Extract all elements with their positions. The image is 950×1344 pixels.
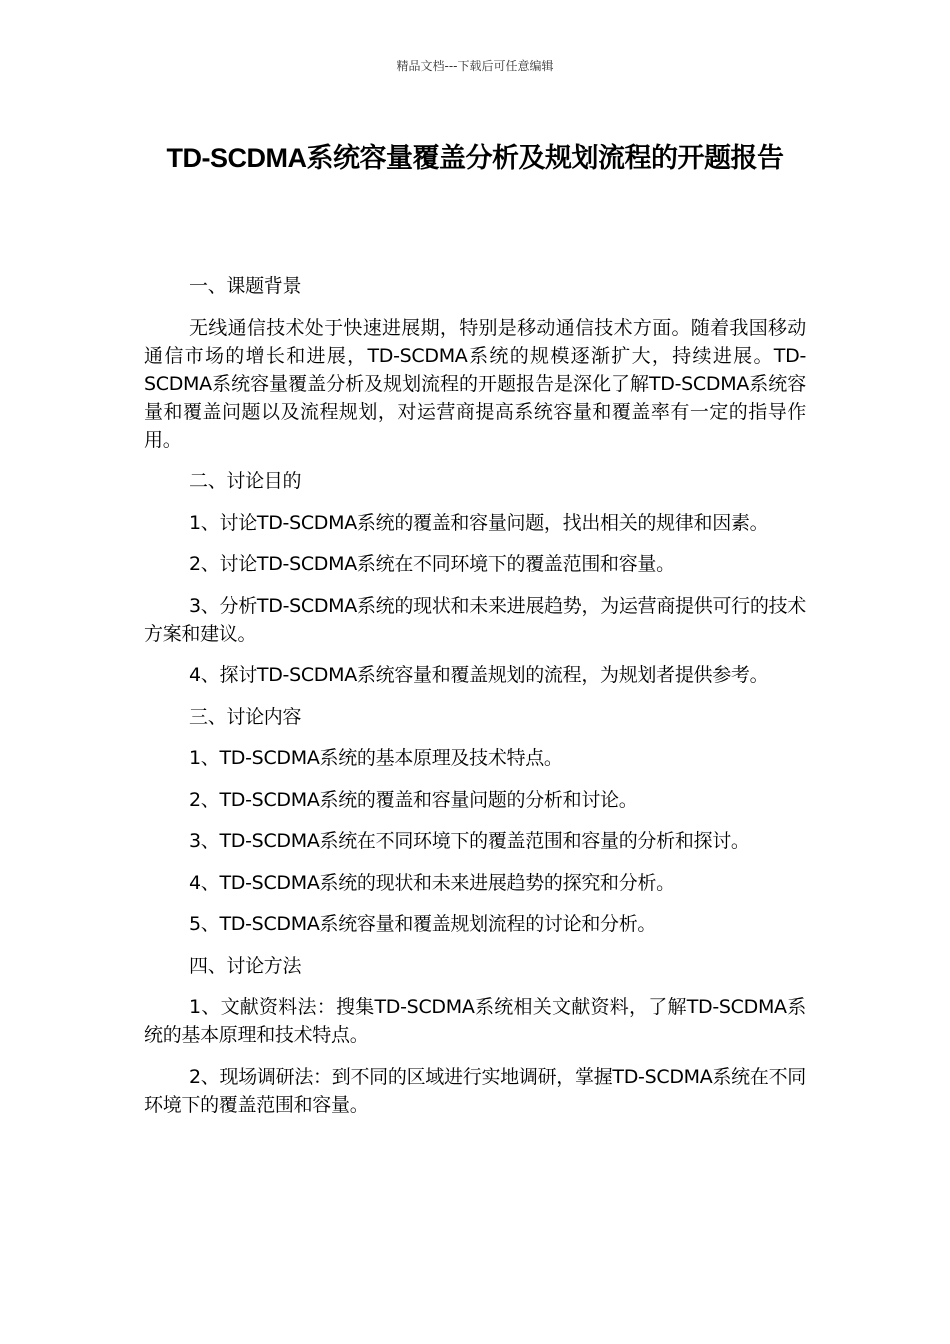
section-heading-content: 三、讨论内容	[189, 705, 302, 728]
section-heading-background: 一、课题背景	[189, 275, 302, 297]
content-item-3: 3、TD-SCDMA系统在不同环境下的覆盖范围和容量的分析和探讨。	[189, 830, 750, 852]
purpose-item-2: 2、讨论TD-SCDMA系统在不同环境下的覆盖范围和容量。	[189, 553, 675, 575]
method-item-1: 1、文献资料法：搜集TD-SCDMA系统相关文献资料，了解TD-SCDMA系统的基本原理和技术特点。	[144, 996, 806, 1046]
paragraph-background: 无线通信技术处于快速进展期，特别是移动通信技术方面。随着我国移动通信市场的增长和进展，TD-SCDMA系统的规模逐渐扩大，持续进展。TD-SCDMA系统容量覆盖分析及规划流程的开题报告是深化了解TD-SCDMA系统容量和覆盖问题以及流程规划，对运营商提高系统容量和覆盖率有一定的指导作用。	[144, 316, 806, 451]
content-item-4: 4、TD-SCDMA系统的现状和未来进展趋势的探究和分析。	[189, 871, 675, 894]
purpose-item-4: 4、探讨TD-SCDMA系统容量和覆盖规划的流程，为规划者提供参考。	[189, 664, 769, 686]
content-item-1: 1、TD-SCDMA系统的基本原理及技术特点。	[189, 747, 563, 769]
content-item-5: 5、TD-SCDMA系统容量和覆盖规划流程的讨论和分析。	[189, 913, 657, 935]
purpose-item-3: 3、分析TD-SCDMA系统的现状和未来进展趋势，为运营商提供可行的技术方案和建议。	[144, 594, 806, 645]
document-title: TD-SCDMA系统容量覆盖分析及规划流程的开题报告	[166, 143, 784, 173]
method-item-2: 2、现场调研法：到不同的区域进行实地调研，掌握TD-SCDMA系统在不同环境下的覆盖范围和容量。	[144, 1065, 806, 1116]
page-header-note: 精品文档---下载后可任意编辑	[396, 59, 554, 73]
section-heading-purpose: 二、讨论目的	[189, 470, 302, 492]
document-body	[144, 272, 806, 1132]
content-item-2: 2、TD-SCDMA系统的覆盖和容量问题的分析和讨论。	[189, 788, 638, 811]
section-heading-methods: 四、讨论方法	[189, 954, 302, 977]
purpose-item-1: 1、讨论TD-SCDMA系统的覆盖和容量问题，找出相关的规律和因素。	[189, 511, 769, 534]
